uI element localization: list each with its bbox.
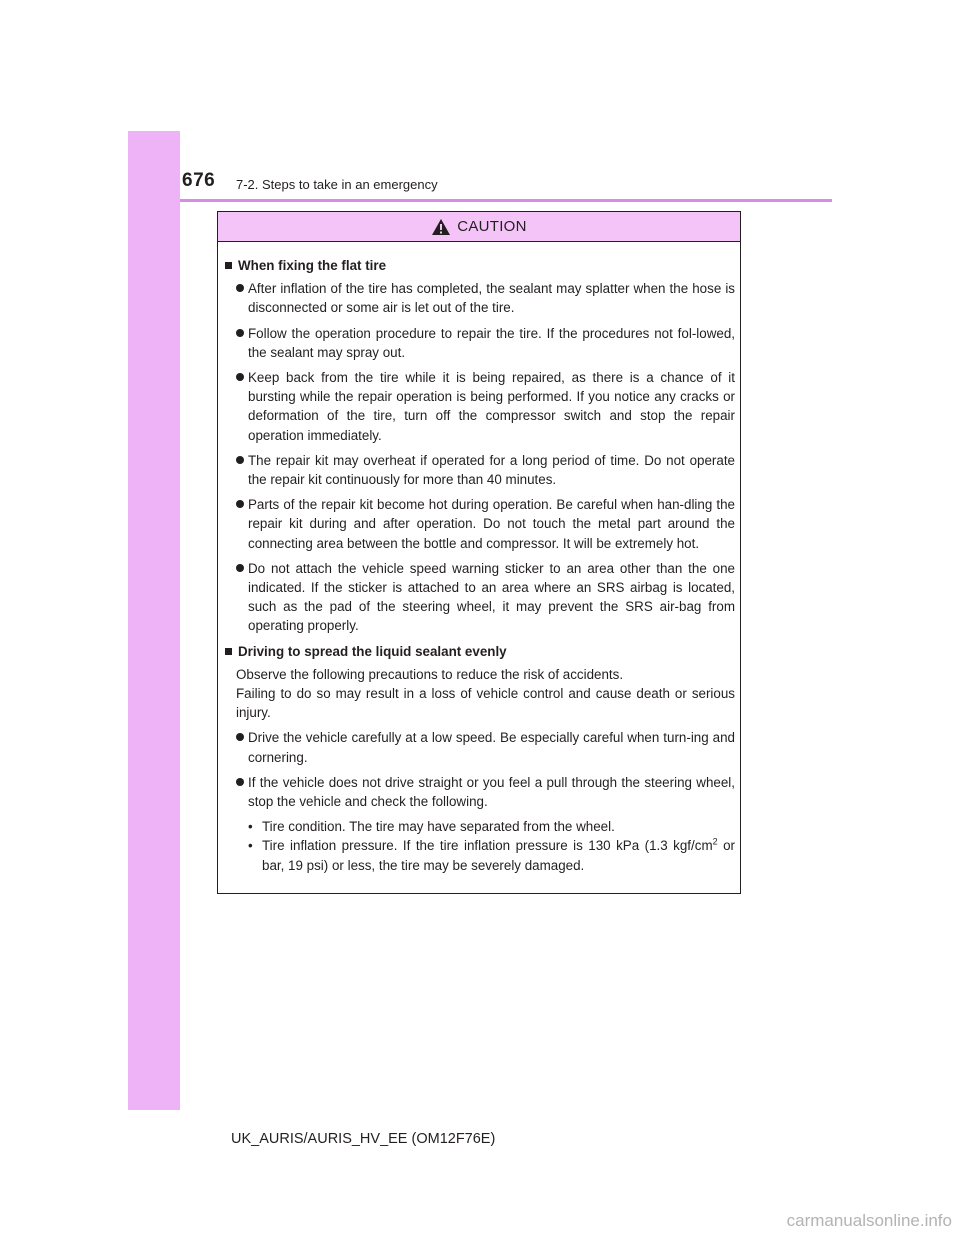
list-item-text: Follow the operation procedure to repair the tire. If the procedures not fol-lowed, the sealant may spray out. bbox=[248, 325, 735, 360]
list-item-text: Keep back from the tire while it is being repaired, as there is a chance of it bursting while the repair operation is being performed. If you notice any cracks or deformation of the tire, turn off the compressor switch and stop the repair operation immediately. bbox=[248, 370, 735, 443]
section-title: 7-2. Steps to take in an emergency bbox=[236, 177, 438, 192]
list-item-text: The repair kit may overheat if operated for a long period of time. Do not operate the repair kit continuously for more than 40 minutes. bbox=[248, 452, 735, 488]
list-item bbox=[236, 495, 735, 553]
list-item-text: If the vehicle does not drive straight or you feel a pull through the steering wheel, stop the vehicle and check the following. bbox=[248, 774, 735, 810]
warning-triangle-icon bbox=[431, 218, 451, 236]
sub-bullet: • bbox=[248, 819, 253, 835]
sub-text-part: Tire inflation pressure. If the tire inflation pressure is 130 kPa (1.3 kgf/cm bbox=[262, 838, 713, 854]
section-heading bbox=[224, 256, 735, 275]
page-number: 676 bbox=[182, 170, 216, 191]
caution-header bbox=[218, 212, 740, 242]
sub-list-item bbox=[248, 836, 735, 874]
sub-list-item bbox=[248, 817, 735, 836]
superscript: 2 bbox=[712, 837, 718, 848]
round-bullet-icon bbox=[236, 564, 244, 572]
list-item bbox=[236, 559, 735, 636]
sub-list-item-text: Tire condition. The tire may have separated from the wheel. bbox=[262, 819, 615, 835]
sub-list-item-text bbox=[262, 836, 735, 874]
list-item-text: After inflation of the tire has completed, the sealant may splatter when the hose is disconnected or some air is let out of the tire. bbox=[248, 281, 735, 316]
round-bullet-icon bbox=[236, 500, 244, 508]
list-item bbox=[236, 324, 735, 362]
sub-bullet: • bbox=[248, 838, 253, 854]
round-bullet-icon bbox=[236, 329, 244, 337]
list-item bbox=[236, 279, 735, 317]
square-bullet-icon bbox=[225, 648, 232, 655]
header-divider bbox=[180, 199, 832, 202]
caution-box bbox=[217, 211, 741, 894]
intro-paragraph: Failing to do so may result in a loss of vehicle control and cause death or serious injury. bbox=[236, 686, 735, 721]
list-item-text: Do not attach the vehicle speed warning sticker to an area other than the one indicated. If the sticker is attached to an area where an SRS airbag is located, such as the pad of the steering wheel, it may prevent the SRS air-bag from operating properly. bbox=[248, 560, 735, 634]
section-heading-text: When fixing the flat tire bbox=[238, 258, 387, 273]
list-item bbox=[236, 728, 735, 766]
caution-body bbox=[218, 242, 740, 875]
round-bullet-icon bbox=[236, 284, 244, 292]
list-item-text: Drive the vehicle carefully at a low speed. Be especially careful when turn-ing and cornering. bbox=[248, 730, 735, 765]
square-bullet-icon bbox=[225, 262, 232, 269]
watermark: carmanualsonline.info bbox=[786, 1211, 952, 1230]
list-item bbox=[236, 451, 735, 489]
round-bullet-icon bbox=[236, 456, 244, 464]
round-bullet-icon bbox=[236, 733, 244, 741]
round-bullet-icon bbox=[236, 373, 244, 381]
list-item bbox=[236, 368, 735, 445]
intro-paragraph: Observe the following precautions to reduce the risk of accidents. bbox=[236, 666, 624, 682]
footer-model-code: UK_AURIS/AURIS_HV_EE (OM12F76E) bbox=[231, 1131, 496, 1147]
round-bullet-icon bbox=[236, 778, 244, 786]
caution-label: CAUTION bbox=[457, 218, 527, 235]
section-tab-band bbox=[128, 131, 180, 1110]
list-item bbox=[236, 773, 735, 811]
section-heading-text: Driving to spread the liquid sealant evenly bbox=[238, 643, 507, 659]
sub-text-part: or bar, 19 psi) or less, the tire may be severely damaged. bbox=[262, 838, 735, 873]
list-item-text: Parts of the repair kit become hot during operation. Be careful when han-dling the repair kit during and after operation. Do not touch the metal part around the connecting area between the bottle and compressor. It will be extremely hot. bbox=[248, 497, 735, 551]
section-heading bbox=[224, 642, 735, 661]
